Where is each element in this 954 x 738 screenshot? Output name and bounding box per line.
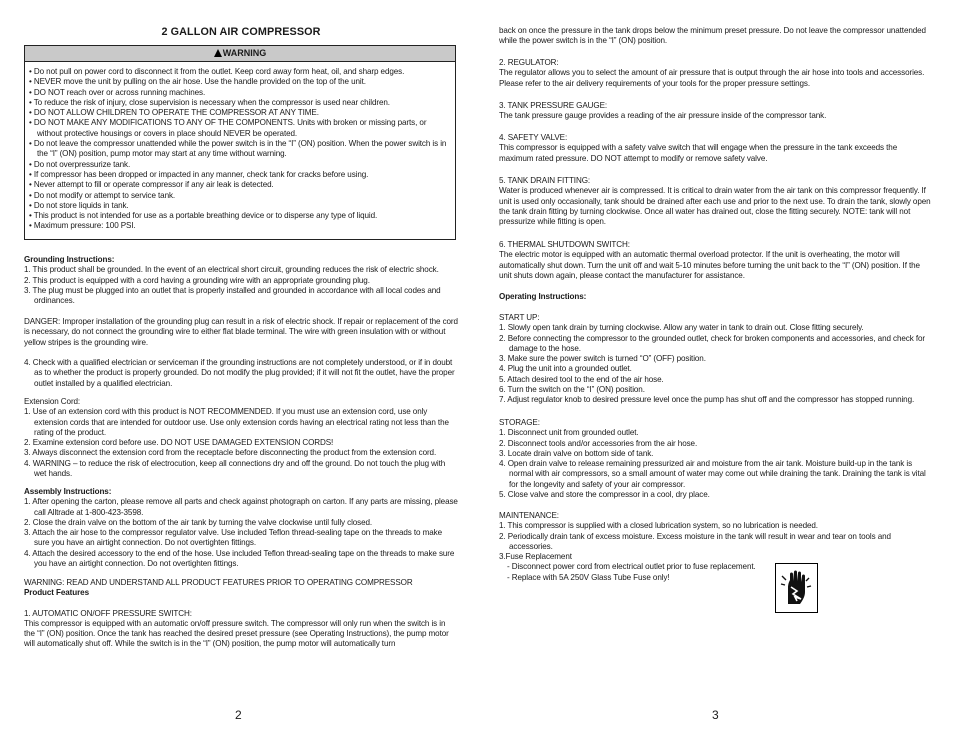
operating-section <box>499 292 931 302</box>
fuse-heading: 3.Fuse Replacement <box>499 552 572 562</box>
assembly-item: 2. Close the drain valve on the bottom of the air tank by turning the valve clockwise until fully closed. <box>24 517 373 527</box>
left-page <box>24 0 458 738</box>
warning-item: • If compressor has been dropped or impacted in any manner, check tank for cracks before using. <box>29 169 369 179</box>
feature-text: This compressor is equipped with an automatic on/off pressure switch. The compressor will only run when the switch is in the “I” (ON) position. Once the tank has reached the desired preset pressure (see Operating Instructions), the pump motor will automatically shut off. While the switch is in the “I” (ON) position, the pump motor will automatically turn <box>24 618 449 649</box>
feature-text: The electric motor is equipped with an automatic thermal overload protector. If the unit is overheating, the motor will automatically shut down. Turn the unit off and wait 5-10 minutes before turning the unit back to the “I” (ON) position. If the unit shuts down again, please contact the manufacturer for assistance. <box>499 250 920 280</box>
maintenance-item: 1. This compressor is supplied with a closed lubrication system, so no lubrication is needed. <box>499 521 818 531</box>
danger-text: DANGER: Improper installation of the grounding plug can result in a risk of electric shock. If repair or replacement of the cord is necessary, do not connect the grounding wire to either flat blade terminal. The wire with green insulation with or without yellow stripes is the grounding wire. <box>24 317 458 347</box>
warning-item: • Never attempt to fill or operate compressor if any air leak is detected. <box>29 180 274 190</box>
feature-heading: 4. SAFETY VALVE: <box>499 133 568 142</box>
assembly-item: 4. Attach the desired accessory to the end of the hose. Use included Teflon thread-sealing tape on the threads to make sure you have an airtight connection. Do not overtighten fittings. <box>24 548 455 569</box>
startup-item: 5. Attach desired tool to the end of the air hose. <box>499 374 664 384</box>
drain-section <box>499 176 931 227</box>
feature-heading: 2. REGULATOR: <box>499 58 559 67</box>
warning-item: • To reduce the risk of injury, close supervision is necessary when the compressor is used near children. <box>29 97 390 107</box>
warning-triangle-icon <box>214 49 222 57</box>
storage-item: 4. Open drain valve to release remaining pressurized air and moisture from the air tank. Moisture build-up in the tank is normal with air compressors, so a small amount of water may come out while draining the tank. Draining the tank is vital for the longevity and safety of your air compressor. <box>499 459 926 489</box>
storage-item: 5. Close valve and store the compressor in a cool, dry place. <box>499 490 710 500</box>
warning-item: • This product is not intended for use as a portable breathing device or to disperse any type of liquid. <box>29 211 378 221</box>
danger-paragraph <box>24 317 458 348</box>
maintenance-section <box>499 511 931 583</box>
right-page <box>499 0 931 738</box>
warning-item: • Maximum pressure: 100 PSI. <box>29 221 136 231</box>
startup-heading: START UP: <box>499 313 540 322</box>
regulator-section <box>499 58 931 89</box>
warning-item: • Do not leave the compressor unattended while the power switch is in the “I” (ON) position. When the power switch is in the “I” (ON) position, pump motor may start at any time without warning. <box>29 139 447 159</box>
grounding-heading: Grounding Instructions: <box>24 255 115 264</box>
extension-item: 2. Examine extension cord before use. DO NOT USE DAMAGED EXTENSION CORDS! <box>24 438 334 448</box>
storage-item: 3. Locate drain valve on bottom side of tank. <box>499 448 654 458</box>
storage-section <box>499 418 931 500</box>
gauge-section <box>499 101 931 122</box>
fuse-item: - Disconnect power cord from electrical outlet prior to fuse replacement. <box>507 562 756 572</box>
feature-text: Water is produced whenever air is compressed. It is critical to drain water from the air tank on this compressor frequently. If unit is used only occasionally, tank should be drained after each use and prior to the next use. To drain the tank, slowly open the tank drain fitting by turning clockwise. Once all water has drained out, close the fitting securely. NOTE: tank will not pressurize while fitting is open. <box>499 186 931 227</box>
warning-list <box>29 67 452 232</box>
warning-item: • NEVER move the unit by pulling on the air hose. Use the handle provided on the top of the unit. <box>29 77 366 87</box>
storage-heading: STORAGE: <box>499 418 540 427</box>
startup-item: 1. Slowly open tank drain by turning clockwise. Allow any water in tank to drain out. Close fitting securely. <box>499 323 864 333</box>
assembly-item: 1. After opening the carton, please remove all parts and check against photograph on carton. If any parts are missing, please call Alltrade at 1-800-423-3598. <box>24 497 458 517</box>
startup-item: 4. Plug the unit into a grounded outlet. <box>499 364 632 374</box>
maintenance-item: 2. Periodically drain tank of excess moisture. Excess moisture in the tank will result in wear and tear on tools and accessories. <box>499 531 891 551</box>
warning-item: • DO NOT MAKE ANY MODIFICATIONS TO ANY OF THE COMPONENTS. Units with broken or missing parts, or without protective housings or covers in place should NEVER be operated. <box>29 118 427 138</box>
warning-item: • Do not store liquids in tank. <box>29 200 129 210</box>
read-warning: WARNING: READ AND UNDERSTAND ALL PRODUCT FEATURES PRIOR TO OPERATING COMPRESSOR <box>24 578 413 587</box>
features-section <box>24 578 458 650</box>
grounding-item: 3. The plug must be plugged into an outlet that is properly installed and grounded in accordance with all local codes and ordinances. <box>24 285 441 306</box>
assembly-item: 3. Attach the air hose to the compressor regulator valve. Use included Teflon thread-sealing tape on the threads to make sure you have an airtight connection. Do not overtighten fittings. <box>24 528 442 548</box>
feature-heading: 5. TANK DRAIN FITTING: <box>499 176 591 185</box>
warning-box <box>24 45 456 240</box>
startup-item: 3. Make sure the power switch is turned “O” (OFF) position. <box>499 354 706 364</box>
startup-section <box>499 313 931 406</box>
assembly-heading: Assembly Instructions: <box>24 487 112 496</box>
storage-item: 1. Disconnect unit from grounded outlet. <box>499 428 639 438</box>
thermal-section <box>499 240 931 281</box>
feature-text: The tank pressure gauge provides a reading of the air pressure inside of the compressor tank. <box>499 111 827 121</box>
extension-item: 1. Use of an extension cord with this product is NOT RECOMMENDED. If you must use an extension cord, use only extension cords that are intended for outdoor use. Use only extension cords having an electrical rating not less than the rating of the product. <box>24 407 449 437</box>
extension-item: 4. WARNING – to reduce the risk of electrocution, keep all connections dry and off the ground. Do not touch the plug with wet hands. <box>24 458 446 479</box>
feature-heading: 1. AUTOMATIC ON/OFF PRESSURE SWITCH: <box>24 608 192 618</box>
storage-item: 2. Disconnect tools and/or accessories from the air hose. <box>499 438 698 448</box>
feature-text: This compressor is equipped with a safety valve switch that will engage when the pressure in the tank exceeds the maximum rated pressure. DO NOT attempt to modify or remove safety valve. <box>499 143 898 163</box>
features-heading: Product Features <box>24 588 89 598</box>
feature-heading: 6. THERMAL SHUTDOWN SWITCH: <box>499 240 630 249</box>
continued-text: back on once the pressure in the tank drops below the minimum preset pressure. Do not leave the compressor unattended while the power switch is in the “I” (ON) position. <box>499 26 926 46</box>
feature-text: The regulator allows you to select the amount of air pressure that is output through the air hose into tools and accessories. Please refer to the air delivery requirements of your tools for the proper pressure settings. <box>499 68 925 88</box>
warning-item: • DO NOT ALLOW CHILDREN TO OPERATE THE COMPRESSOR AT ANY TIME. <box>29 108 319 118</box>
operating-heading: Operating Instructions: <box>499 292 587 301</box>
safety-section <box>499 133 931 164</box>
page-number: 3 <box>712 708 719 722</box>
warning-label: WARNING <box>222 48 267 58</box>
startup-item: 6. Turn the switch on the “I” (ON) position. <box>499 385 645 395</box>
feature-heading: 3. TANK PRESSURE GAUGE: <box>499 101 608 110</box>
warning-item: • DO NOT reach over or across running machines. <box>29 87 206 97</box>
page-number: 2 <box>235 708 242 722</box>
warning-item: • Do not modify or attempt to service tank. <box>29 190 176 200</box>
assembly-section <box>24 487 458 569</box>
extension-section <box>24 397 458 479</box>
startup-item: 7. Adjust regulator knob to desired pressure level once the pump has shut off and the compressor has stopped running. <box>499 395 915 405</box>
extension-heading: Extension Cord: <box>24 397 81 406</box>
maintenance-heading: MAINTENANCE: <box>499 511 559 520</box>
warning-item: • Do not pull on power cord to disconnect it from the outlet. Keep cord away form heat, oil, and sharp edges. <box>29 67 405 76</box>
grounding-item: 4. Check with a qualified electrician or serviceman if the grounding instructions are not completely understood, or if in doubt as to whether the product is properly grounded. Do not modify the plug provided; if it will not fit the outlet, have the proper outlet installed by a qualified electrician. <box>24 358 455 388</box>
document-title: 2 GALLON AIR COMPRESSOR <box>161 26 321 38</box>
grounding-item: 1. This product shall be grounded. In the event of an electrical short circuit, grounding reduces the risk of electric shock. <box>24 265 439 275</box>
startup-item: 2. Before connecting the compressor to the grounded outlet, check for broken components and accessories, and check for damage to the hose. <box>499 333 925 353</box>
fuse-item: - Replace with 5A 250V Glass Tube Fuse only! <box>507 572 670 582</box>
warning-header <box>25 46 455 62</box>
extension-item: 3. Always disconnect the extension cord from the receptacle before disconnecting the product from the extension cord. <box>24 448 437 458</box>
grounding-section <box>24 255 458 306</box>
grounding-item: 2. This product is equipped with a cord having a grounding wire with an appropriate grounding plug. <box>24 275 370 285</box>
warning-item: • Do not overpressurize tank. <box>29 159 131 169</box>
grounding-item-4 <box>24 358 458 389</box>
features-continued <box>499 26 931 47</box>
electric-shock-hazard-icon <box>775 563 818 613</box>
